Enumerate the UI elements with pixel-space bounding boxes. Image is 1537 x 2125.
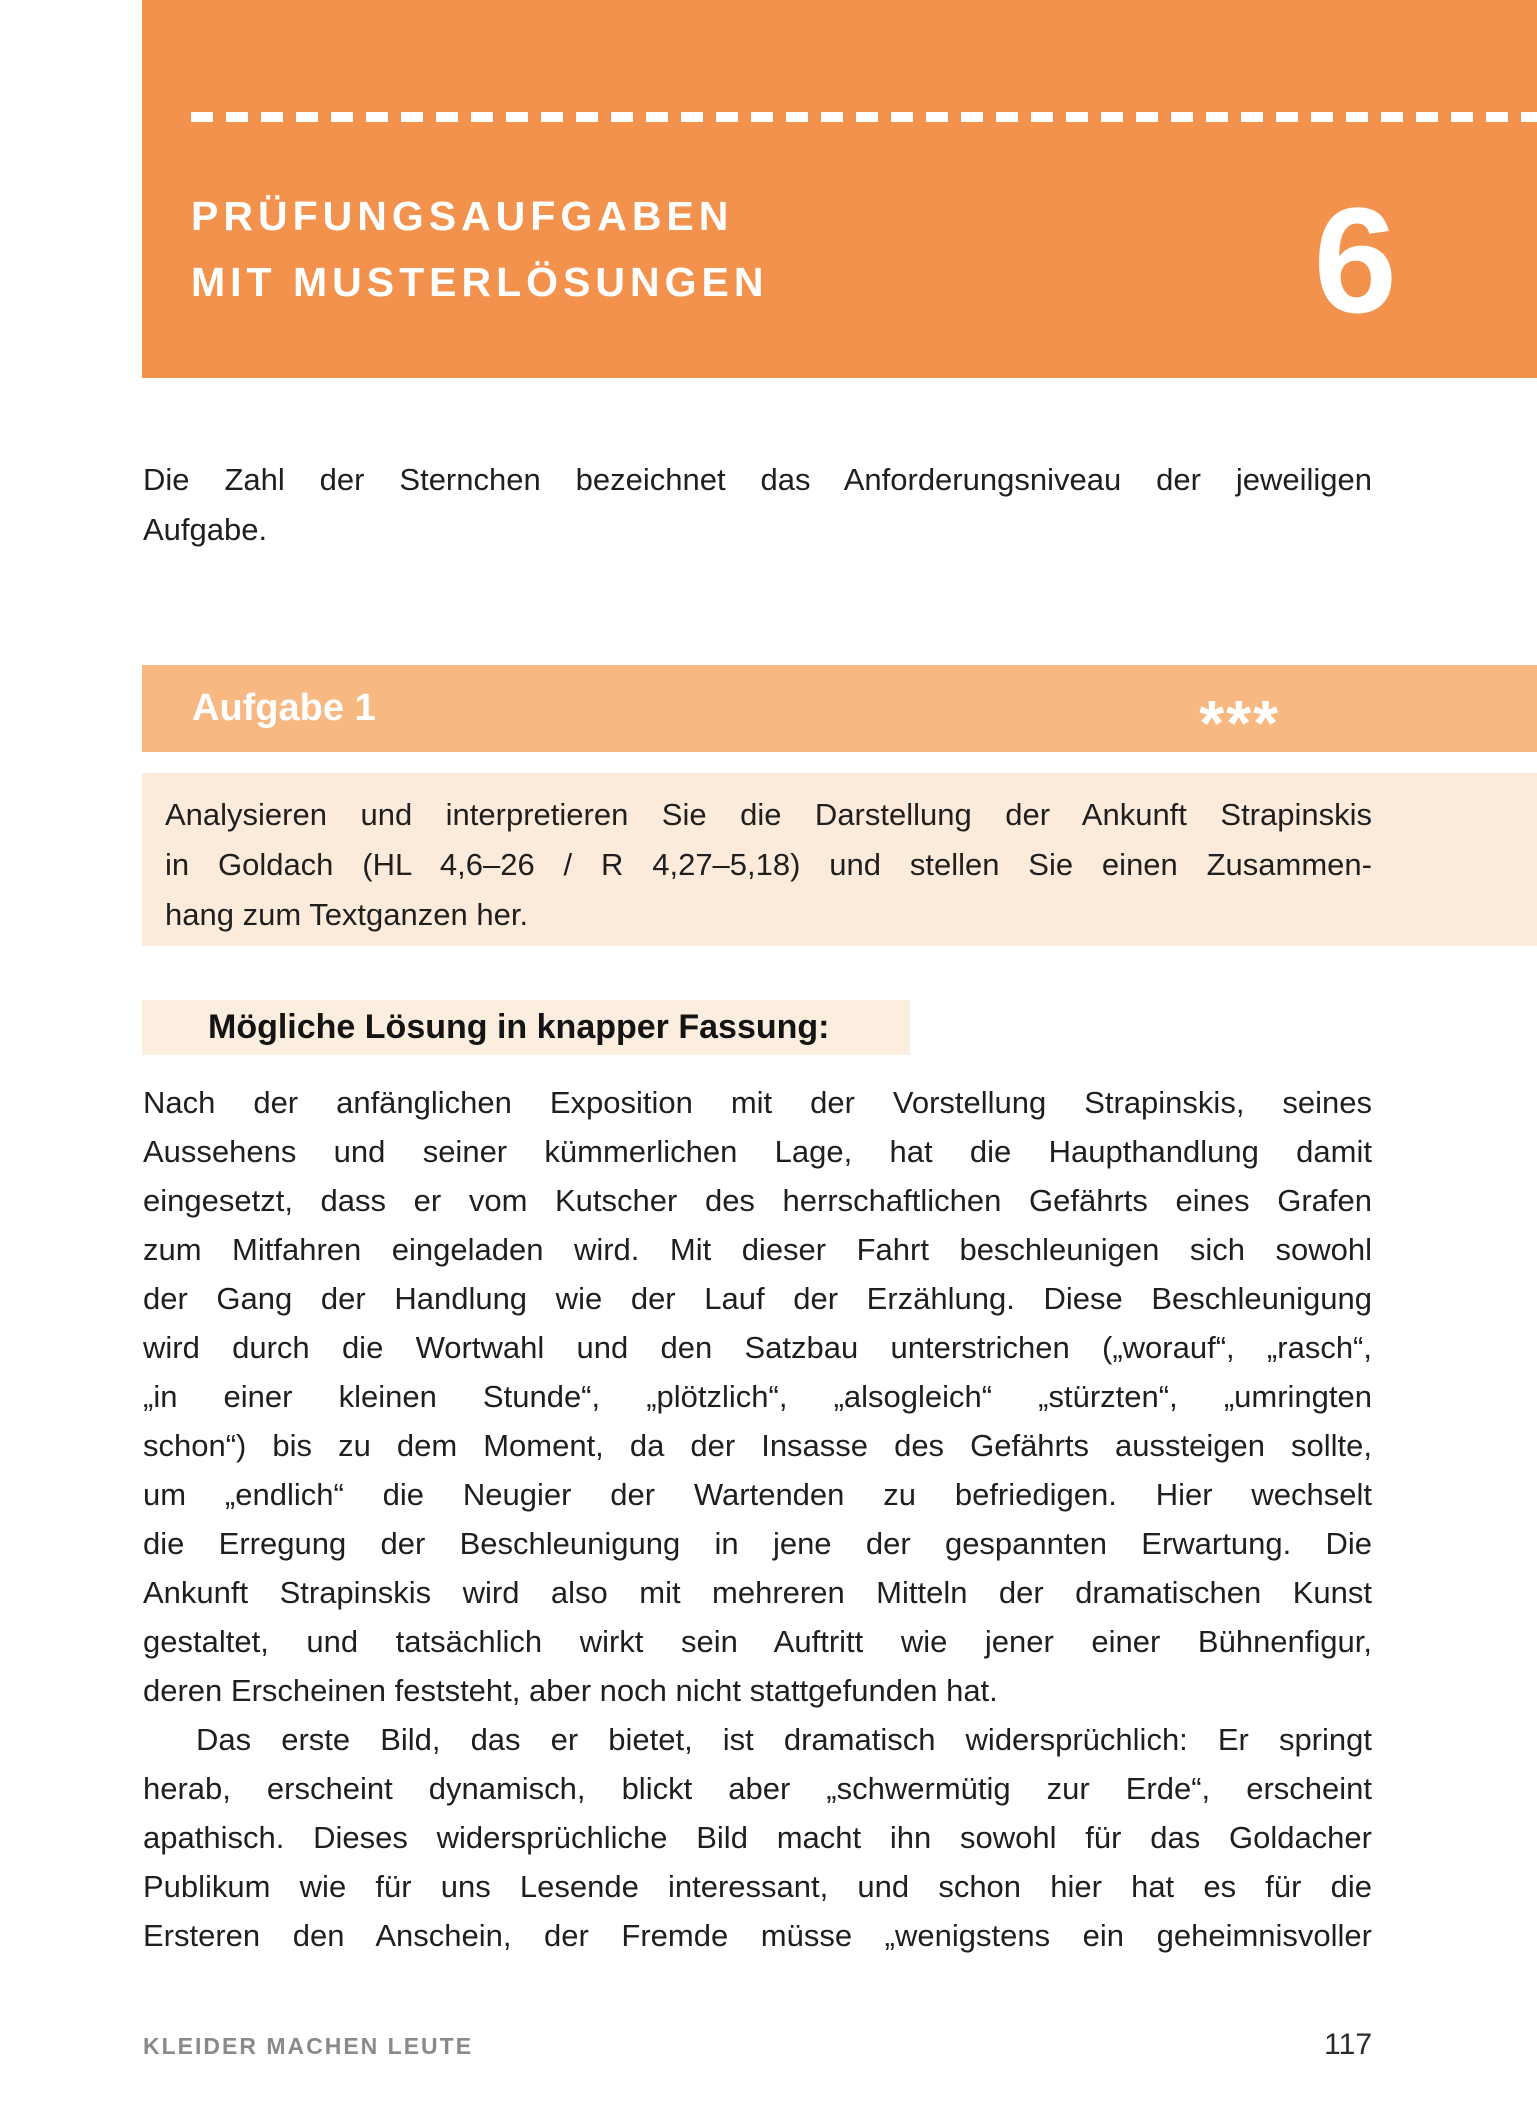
chapter-title-line2: MIT MUSTERLÖSUNGEN: [191, 259, 769, 305]
chapter-number: 6: [1313, 176, 1397, 344]
dashed-divider: [191, 112, 1537, 122]
solution-line: Publikum wie für uns Lesende interessant, und schon hier hat es für die: [143, 1869, 1372, 1904]
solution-line: gestaltet, und tatsächlich wirkt sein Auftritt wie jener einer Bühnenfigur,: [143, 1624, 1372, 1659]
solution-line: wird durch die Wortwahl und den Satzbau unterstrichen („worauf“, „rasch“,: [143, 1330, 1372, 1365]
solution-line: zum Mitfahren eingeladen wird. Mit dieser Fahrt beschleunigen sich sowohl: [143, 1232, 1372, 1267]
intro-line: Die Zahl der Sternchen bezeichnet das Anforderungsniveau der jeweiligen: [143, 462, 1372, 497]
chapter-title: [191, 183, 768, 315]
task-title: Aufgabe 1: [192, 687, 376, 729]
solution-line: deren Erscheinen feststeht, aber noch nicht stattgefunden hat.: [143, 1673, 998, 1708]
solution-line: Aussehens und seiner kümmerlichen Lage, hat die Haupthandlung damit: [143, 1134, 1372, 1169]
task-line: Analysieren und interpretieren Sie die Darstellung der Ankunft Strapinskis: [165, 797, 1372, 832]
page-number: 117: [1324, 2028, 1372, 2061]
solution-line: herab, erscheint dynamisch, blickt aber „schwermütig zur Erde“, erscheint: [143, 1771, 1372, 1806]
solution-heading-text: Mögliche Lösung in knapper Fassung:: [208, 1008, 830, 1046]
solution-line: um „endlich“ die Neugier der Wartenden zu befriedigen. Hier wechselt: [143, 1477, 1372, 1512]
difficulty-stars: ***: [1199, 686, 1280, 759]
solution-line: die Erregung der Beschleunigung in jene der gespannten Erwartung. Die: [143, 1526, 1372, 1561]
page-footer: [143, 2028, 1372, 2062]
solution-text: [143, 1078, 1372, 1960]
chapter-header: [142, 0, 1537, 378]
solution-line: Das erste Bild, das er bietet, ist dramatisch widersprüchlich: Er springt: [196, 1722, 1372, 1757]
chapter-title-line1: PRÜFUNGSAUFGABEN: [191, 193, 734, 239]
solution-line: der Gang der Handlung wie der Lauf der Erzählung. Diese Beschleunigung: [143, 1281, 1372, 1316]
task-box: [142, 773, 1537, 946]
solution-line: eingesetzt, dass er vom Kutscher des herrschaftlichen Gefährts eines Grafen: [143, 1183, 1372, 1218]
task-line: hang zum Textganzen her.: [165, 897, 529, 932]
task-banner: [142, 665, 1537, 759]
solution-line: „in einer kleinen Stunde“, „plötzlich“, „alsogleich“ „stürzten“, „umringten: [143, 1379, 1372, 1414]
task-line: in Goldach (HL 4,6–26 / R 4,27–5,18) und stellen Sie einen Zusammen-: [165, 847, 1372, 882]
solution-line: Ersteren den Anschein, der Fremde müsse „wenigstens ein geheimnisvoller: [143, 1918, 1372, 1953]
solution-line: Nach der anfänglichen Exposition mit der Vorstellung Strapinskis, seines: [143, 1085, 1372, 1120]
running-book-title: KLEIDER MACHEN LEUTE: [143, 2033, 474, 2059]
solution-line: schon“) bis zu dem Moment, da der Insasse des Gefährts aussteigen sollte,: [143, 1428, 1372, 1463]
solution-line: Ankunft Strapinskis wird also mit mehreren Mitteln der dramatischen Kunst: [143, 1575, 1372, 1610]
solution-line: apathisch. Dieses widersprüchliche Bild macht ihn sowohl für das Goldacher: [143, 1820, 1372, 1855]
intro-paragraph: [143, 455, 1372, 555]
intro-line: Aufgabe.: [143, 512, 268, 547]
solution-heading: [142, 1000, 910, 1055]
